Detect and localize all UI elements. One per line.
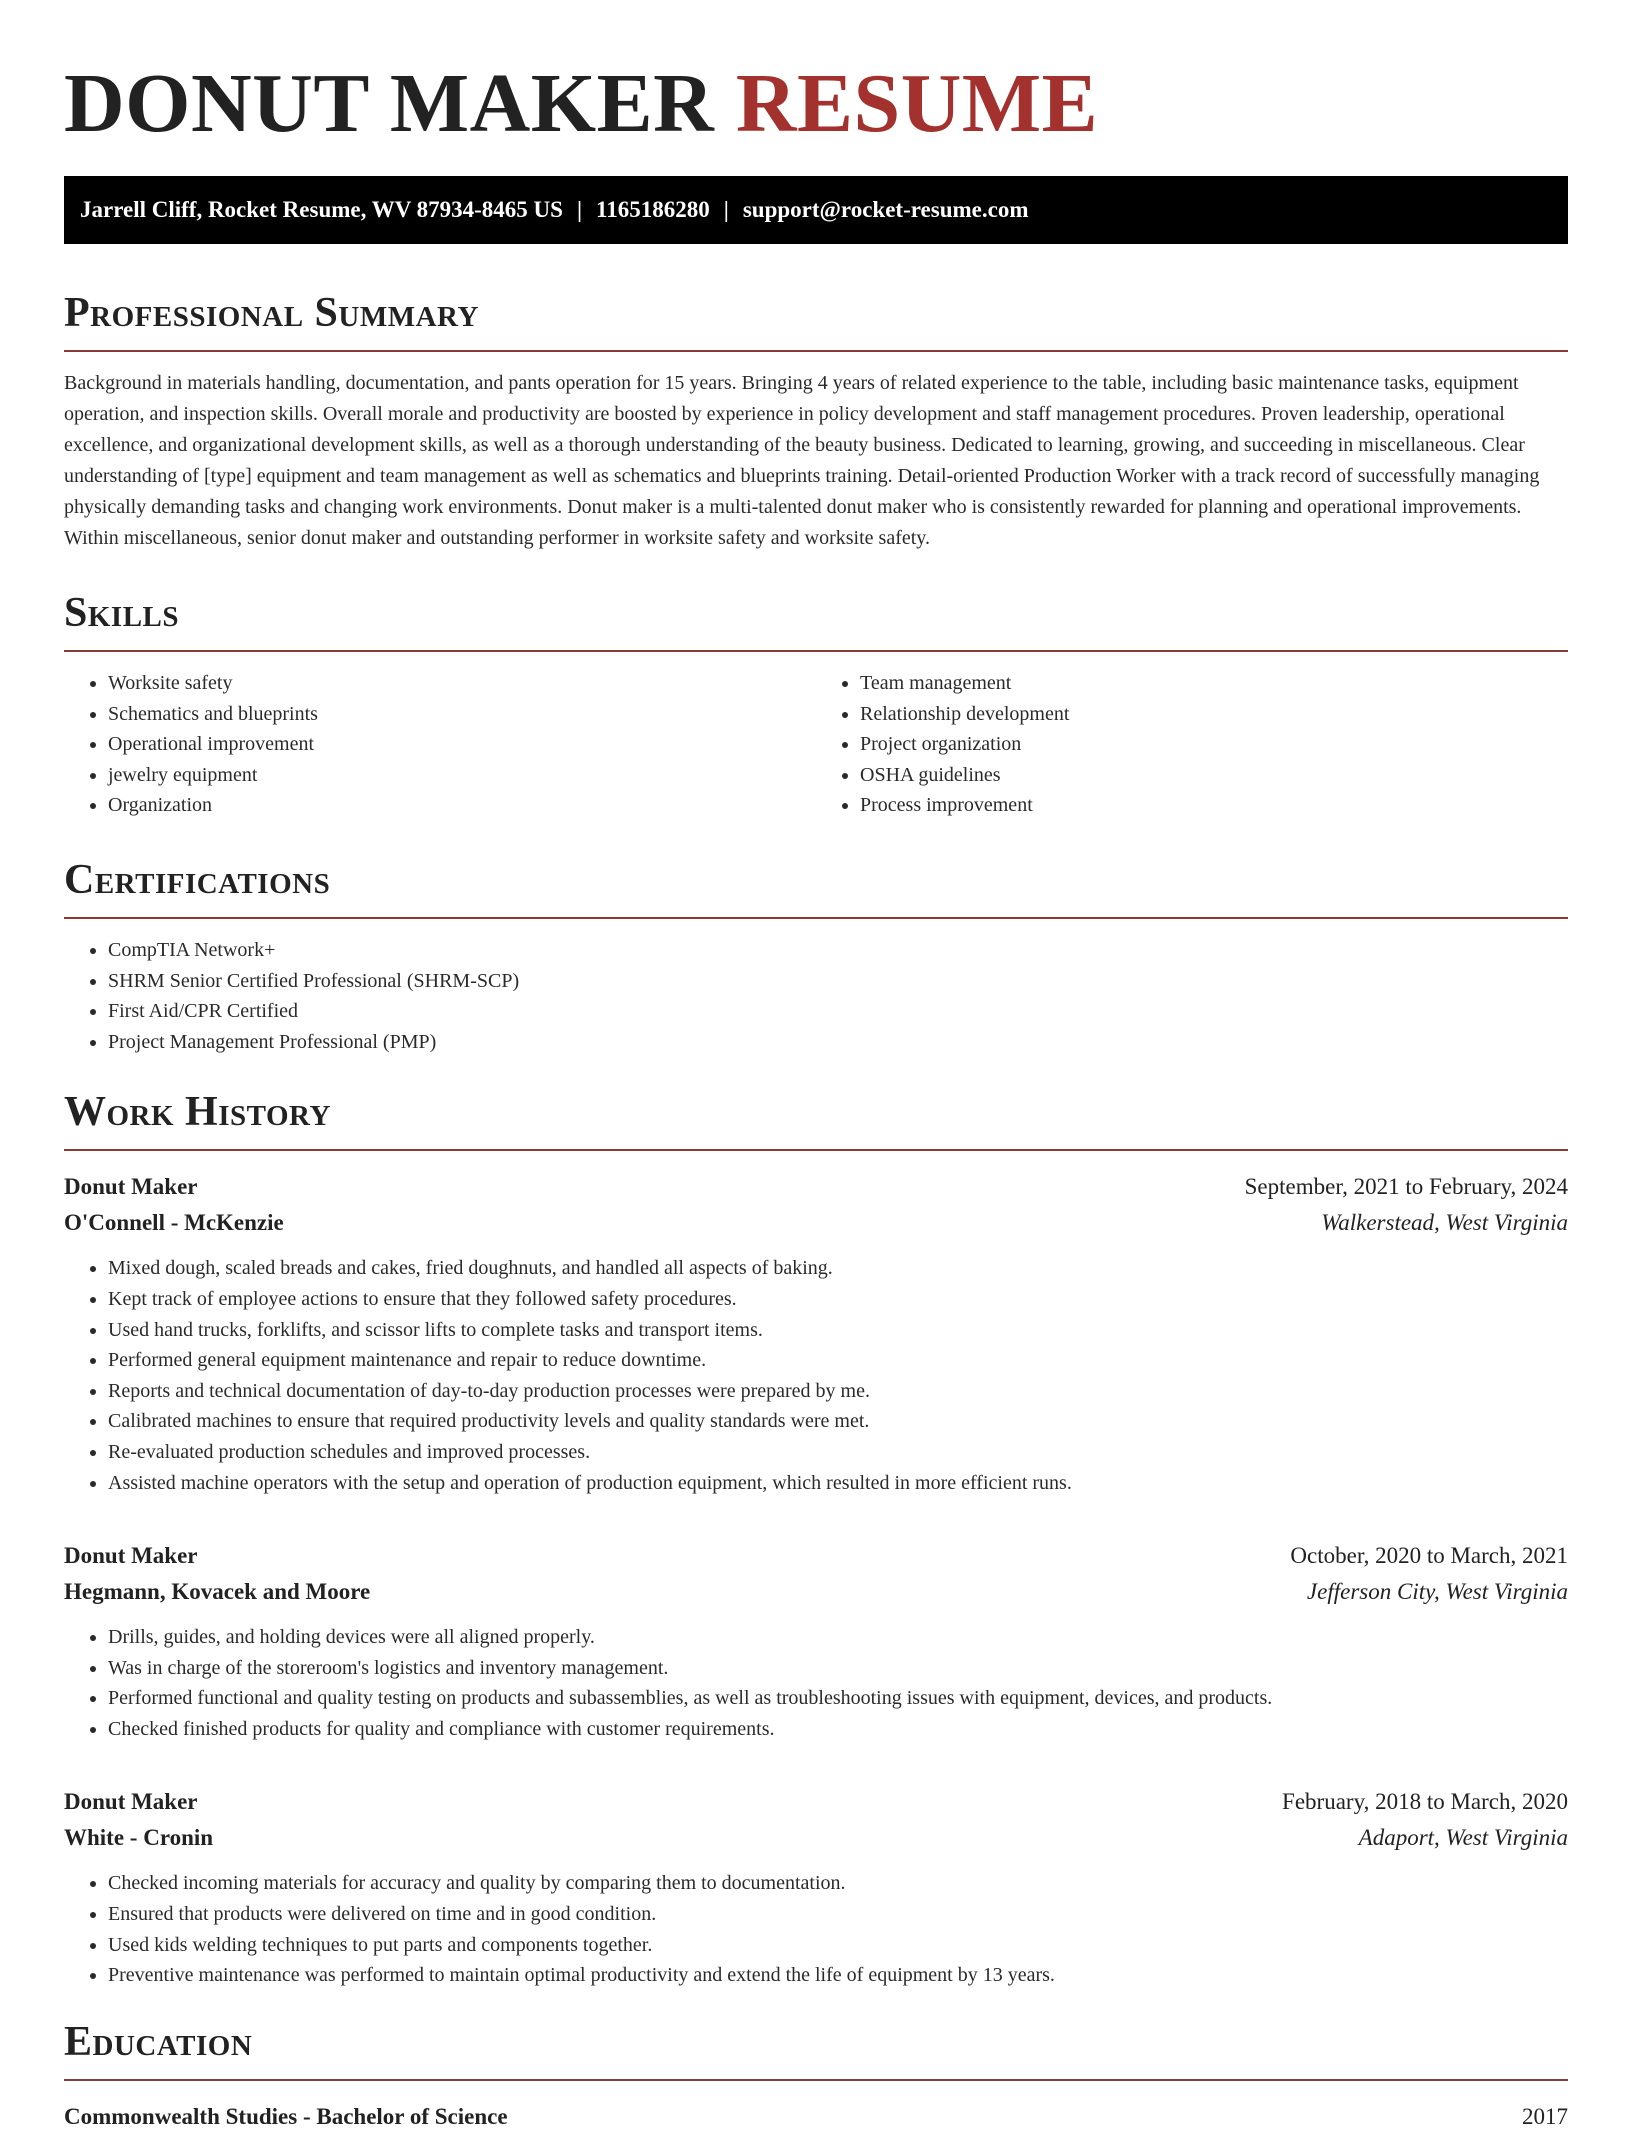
title-accent: RESUME — [735, 57, 1099, 150]
contact-address: Jarrell Cliff, Rocket Resume, WV 87934-8465 US — [80, 197, 563, 222]
job-duty-item: • Preventive maintenance was performed to maintain optimal productivity and extend the life of equipment by 13 years. — [108, 1960, 1568, 1991]
job-duty-item: • Reports and technical documentation of day-to-day production processes were prepared by me. — [108, 1376, 1568, 1407]
job-duty-item: • Drills, guides, and holding devices were all aligned properly. — [108, 1622, 1568, 1653]
job-duty-item: • Was in charge of the storeroom's logistics and inventory management. — [108, 1653, 1568, 1684]
certification-item: • CompTIA Network+ — [108, 935, 1568, 966]
job-company-row — [64, 1820, 1568, 1856]
job-duties-list — [64, 1622, 1568, 1744]
job-title: Donut Maker — [64, 1543, 198, 1569]
job-duty-item: • Used kids welding techniques to put parts and components together. — [108, 1930, 1568, 1961]
job-duty-item: • Mixed dough, scaled breads and cakes, fried doughnuts, and handled all aspects of baking. — [108, 1253, 1568, 1284]
certification-item: • Project Management Professional (PMP) — [108, 1027, 1568, 1058]
job-duty-item: • Ensured that products were delivered on time and in good condition. — [108, 1899, 1568, 1930]
contact-email[interactable]: support@rocket-resume.com — [742, 197, 1029, 222]
education-section — [64, 2017, 1568, 2135]
summary-text: Background in materials handling, documentation, and pants operation for 15 years. Bringing 4 years of related experience to the table, including basic maintenance tasks, equipment operation, and inspection skills. Overall morale and productivity are boosted by experience in policy development and staff management procedures. Proven leadership, operational excellence, and organizational development skills, as well as a thorough understanding of the beauty business. Dedicated to learning, growing, and succeeding in miscellaneous. Clear understanding of [type] equipment and team management as well as schematics and blueprints training. Detail-oriented Production Worker with a track record of successfully managing physically demanding tasks and changing work environments. Donut maker is a multi-talented donut maker who is consistently rewarded for planning and operational improvements. Within miscellaneous, senior donut maker and outstanding performer in worksite safety and worksite safety. — [64, 372, 1540, 549]
job-dates: February, 2018 to March, 2020 — [1282, 1789, 1568, 1815]
job-title: Donut Maker — [64, 1174, 198, 1200]
job-duty-item: • Performed functional and quality testing on products and subassemblies, as well as troubleshooting issues with equipment, devices, and products. — [108, 1683, 1568, 1714]
job-header-row — [64, 1538, 1568, 1574]
title-name: DONUT MAKER — [64, 57, 715, 150]
work-history-section — [64, 1087, 1568, 1991]
job-company: O'Connell - McKenzie — [64, 1210, 284, 1236]
certifications-heading: Certifications — [64, 855, 1568, 919]
education-year: 2017 — [1522, 2103, 1568, 2129]
job-duty-item: • Re-evaluated production schedules and improved processes. — [108, 1437, 1568, 1468]
job-location: Jefferson City, West Virginia — [1306, 1579, 1568, 1605]
job-company: Hegmann, Kovacek and Moore — [64, 1579, 371, 1605]
job-dates: September, 2021 to February, 2024 — [1244, 1174, 1568, 1200]
job-title: Donut Maker — [64, 1789, 198, 1815]
job-duties-list — [64, 1253, 1568, 1498]
skills-list-right — [816, 668, 1568, 821]
job-entry — [64, 1538, 1568, 1744]
skill-item: • Project organization — [860, 729, 1568, 760]
job-duty-item: • Checked incoming materials for accuracy and quality by comparing them to documentation. — [108, 1868, 1568, 1899]
certifications-section — [64, 855, 1568, 1057]
skill-item: • Relationship development — [860, 699, 1568, 730]
certification-item: • SHRM Senior Certified Professional (SHRM-SCP) — [108, 966, 1568, 997]
job-location: Adaport, West Virginia — [1358, 1825, 1568, 1851]
contact-phone[interactable]: 1165186280 — [596, 197, 710, 222]
job-entry — [64, 1784, 1568, 1990]
job-duties-list — [64, 1868, 1568, 1990]
job-dates: October, 2020 to March, 2021 — [1290, 1543, 1568, 1569]
certification-item: • First Aid/CPR Certified — [108, 996, 1568, 1027]
contact-separator: | — [576, 197, 583, 222]
skill-item: • Operational improvement — [108, 729, 816, 760]
job-duty-item: • Assisted machine operators with the setup and operation of production equipment, which resulted in more efficient runs. — [108, 1468, 1568, 1499]
summary-section — [64, 288, 1568, 554]
contact-separator: | — [723, 197, 729, 222]
skills-columns — [64, 668, 1568, 821]
job-duty-item: • Checked finished products for quality and compliance with customer requirements. — [108, 1714, 1568, 1745]
job-location: Walkerstead, West Virginia — [1321, 1210, 1568, 1236]
skill-item: • OSHA guidelines — [860, 760, 1568, 791]
job-header-row — [64, 1784, 1568, 1820]
job-duty-item: • Performed general equipment maintenance and repair to reduce downtime. — [108, 1345, 1568, 1376]
skill-item: • jewelry equipment — [108, 760, 816, 791]
work-history-heading: Work History — [64, 1087, 1568, 1151]
certifications-list — [64, 935, 1568, 1057]
job-header-row — [64, 1169, 1568, 1205]
skill-item: • Worksite safety — [108, 668, 816, 699]
summary-heading: Professional Summary — [64, 288, 1568, 352]
job-duty-item: • Used hand trucks, forklifts, and scissor lifts to complete tasks and transport items. — [108, 1315, 1568, 1346]
skill-item: • Process improvement — [860, 790, 1568, 821]
job-company-row — [64, 1205, 1568, 1241]
skill-item: • Schematics and blueprints — [108, 699, 816, 730]
job-duty-item: • Calibrated machines to ensure that required productivity levels and quality standards were met. — [108, 1406, 1568, 1437]
education-degree: Commonwealth Studies - Bachelor of Science — [64, 2103, 508, 2129]
job-duty-item: • Kept track of employee actions to ensure that they followed safety procedures. — [108, 1284, 1568, 1315]
contact-bar — [64, 176, 1568, 244]
job-company: White - Cronin — [64, 1825, 214, 1851]
skill-item: • Team management — [860, 668, 1568, 699]
skills-section — [64, 588, 1568, 821]
education-heading: Education — [64, 2017, 1568, 2081]
job-company-row — [64, 1574, 1568, 1610]
education-row — [64, 2099, 1568, 2135]
job-entry — [64, 1169, 1568, 1498]
skill-item: • Organization — [108, 790, 816, 821]
skills-list-left — [64, 668, 816, 821]
resume-title — [64, 0, 1568, 152]
skills-heading: Skills — [64, 588, 1568, 652]
